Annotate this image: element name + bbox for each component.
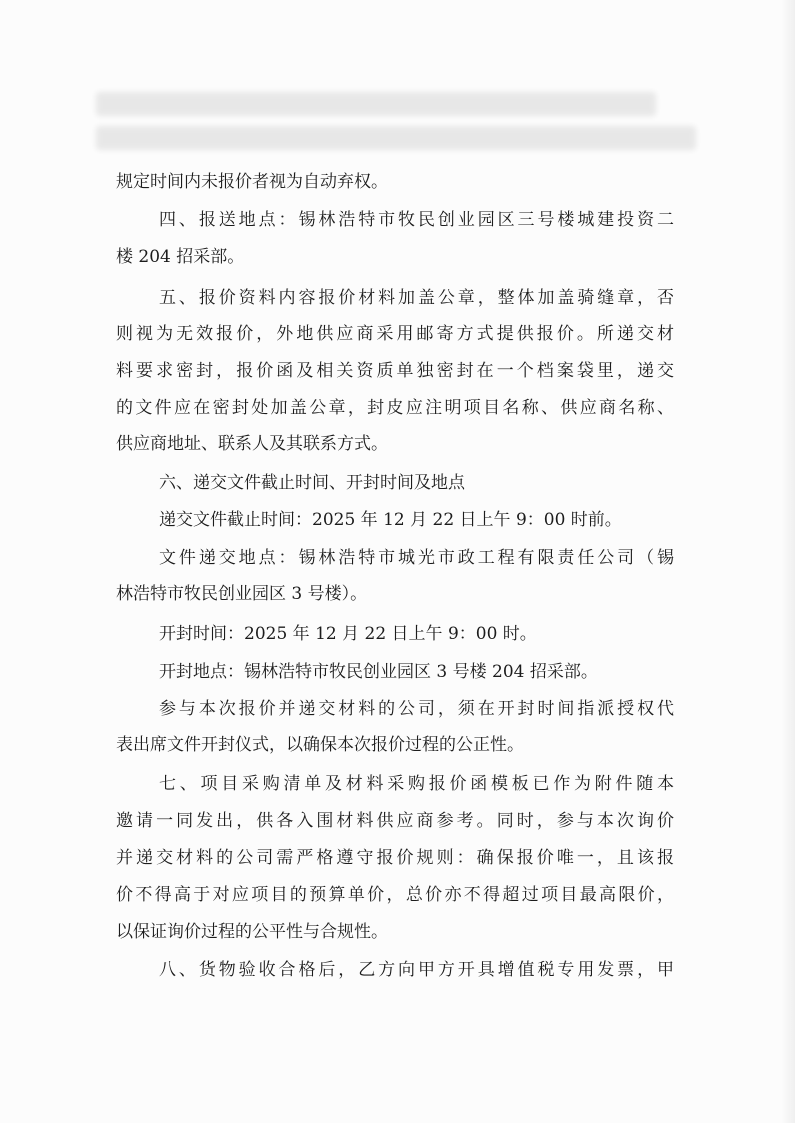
text-line-9: 六、递交文件截止时间、开封时间及地点 <box>159 473 465 493</box>
text-line-2: 四、报送地点：锡林浩特市牧民创业园区三号楼城建投资二 <box>159 210 674 230</box>
text-line-6: 料要求密封，报价函及相关资质单独密封在一个档案袋里，递交 <box>116 361 674 381</box>
text-line-19: 并递交材料的公司需严格遵守报价规则：确保报价唯一，且该报 <box>116 848 674 868</box>
text-line-5: 则视为无效报价，外地供应商采用邮寄方式提供报价。所递交材 <box>116 324 674 344</box>
text-line-3: 楼 204 招采部。 <box>116 247 245 267</box>
text-line-18: 邀请一同发出，供各入围材料供应商参考。同时，参与本次询价 <box>116 811 674 831</box>
bleed-through-shadow <box>96 92 716 156</box>
text-line-21: 以保证询价过程的公平性与合规性。 <box>116 922 388 942</box>
text-line-16: 表出席文件开封仪式，以确保本次报价过程的公正性。 <box>116 735 524 755</box>
text-line-15: 参与本次报价并递交材料的公司，须在开封时间指派授权代 <box>159 699 674 719</box>
text-line-10: 递交文件截止时间：2025 年 12 月 22 日上午 9：00 时前。 <box>159 510 622 530</box>
text-line-17: 七、项目采购清单及材料采购报价函模板已作为附件随本 <box>159 774 674 794</box>
text-line-7: 的文件应在密封处加盖公章，封皮应注明项目名称、供应商名称、 <box>116 398 674 418</box>
text-line-22: 八、货物验收合格后，乙方向甲方开具增值税专用发票，甲 <box>159 960 674 980</box>
text-line-20: 价不得高于对应项目的预算单价，总价亦不得超过项目最高限价， <box>116 885 674 905</box>
text-line-1: 规定时间内未报价者视为自动弃权。 <box>116 172 388 192</box>
text-line-12: 林浩特市牧民创业园区 3 号楼）。 <box>116 584 368 604</box>
text-line-4: 五、报价资料内容报价材料加盖公章，整体加盖骑缝章，否 <box>159 288 674 308</box>
text-line-14: 开封地点：锡林浩特市牧民创业园区 3 号楼 204 招采部。 <box>159 662 598 682</box>
text-line-11: 文件递交地点：锡林浩特市城光市政工程有限责任公司（锡 <box>159 548 674 568</box>
text-line-13: 开封时间：2025 年 12 月 22 日上午 9：00 时。 <box>159 624 537 644</box>
text-line-8: 供应商地址、联系人及其联系方式。 <box>116 434 388 454</box>
scan-edge-shadow <box>781 0 795 1123</box>
